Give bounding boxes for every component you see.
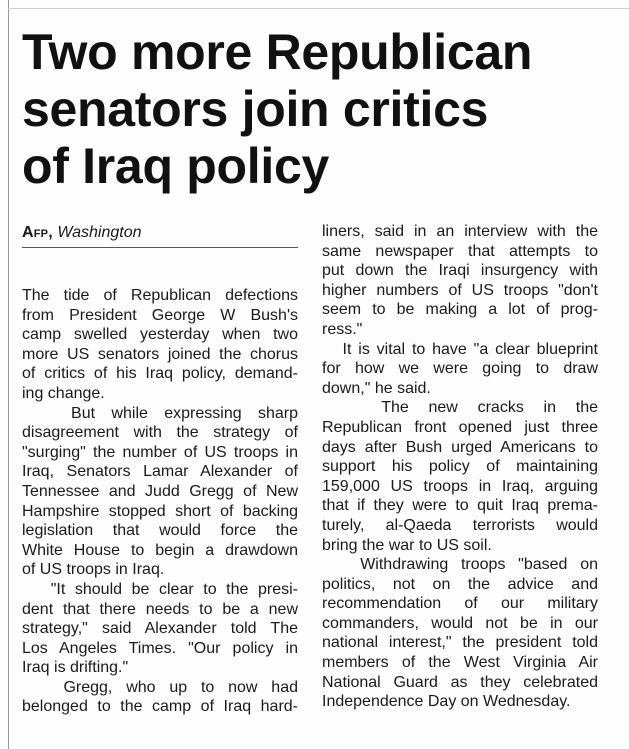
headline xyxy=(22,24,622,195)
byline-agency: Afp, xyxy=(22,224,53,241)
article-text-line: strategy," said Alexander told The xyxy=(22,620,298,638)
article-text-line: from President George W Bush's xyxy=(22,306,298,324)
article-text-line: The new cracks in the xyxy=(322,399,598,417)
article-text-line: support his policy of maintaining xyxy=(322,458,598,476)
article-text-line: for how we were going to draw xyxy=(322,360,598,378)
article-text-line: higher numbers of US troops "don't xyxy=(322,281,598,299)
article-text-line: Tennessee and Judd Gregg of New xyxy=(22,482,298,500)
article-text-line: turely, al-Qaeda terrorists would xyxy=(322,516,598,534)
article-text-line: disagreement with the strategy of xyxy=(22,424,298,442)
byline-location: Washington xyxy=(57,224,142,241)
article-body-left xyxy=(22,286,298,717)
article-body-right xyxy=(322,222,598,712)
article-text-line: belonged to the camp of Iraq hard- xyxy=(22,698,298,716)
article-text-line: days after Bush urged Americans to xyxy=(322,438,598,456)
article-column-left xyxy=(22,222,298,717)
article-text-line: politics, not on the advice and xyxy=(322,575,598,593)
article-text-line: Gregg, who up to now had xyxy=(22,678,298,696)
article-text-line: of US troops in Iraq. xyxy=(22,561,165,579)
clipping-top-rule xyxy=(8,8,629,9)
article-text-line: same newspaper that attempts to xyxy=(322,242,598,260)
article-text-line: Iraq, Senators Lamar Alexander of xyxy=(22,463,298,481)
article-text-line: commanders, would not be in our xyxy=(322,614,598,632)
clipping-edge-rule xyxy=(8,0,9,749)
article-text-line: Hampshire stopped short of backing xyxy=(22,502,298,520)
article-text-line: legislation that would force the xyxy=(22,522,298,540)
article-column-right xyxy=(322,222,598,712)
article-text-line: ing change. xyxy=(22,384,105,402)
article-text-line: camp swelled yesterday when two xyxy=(22,326,298,344)
article-text-line: ress." xyxy=(322,320,363,338)
article-text-line: Withdrawing troops "based on xyxy=(322,556,598,574)
article-text-line: "It should be clear to the presi- xyxy=(22,580,298,598)
article-text-line: Republican front opened just three xyxy=(322,418,598,436)
headline-line: senators join critics xyxy=(22,81,489,137)
article-text-line: down," he said. xyxy=(322,379,431,397)
byline xyxy=(22,222,298,248)
article-text-line: more US senators joined the chorus xyxy=(22,345,298,363)
article-text-line: bring the war to US soil. xyxy=(322,536,492,554)
headline-line: Two more Republican xyxy=(22,24,533,80)
article-text-line: It is vital to have "a clear blueprint xyxy=(322,340,598,358)
article-text-line: that if they were to quit Iraq prema- xyxy=(322,497,598,515)
article-text-line: of critics of his Iraq policy, demand- xyxy=(22,365,298,383)
article-text-line: recommendation of our military xyxy=(322,595,598,613)
article-text-line: The tide of Republican defections xyxy=(22,287,298,304)
article-text-line: 159,000 US troops in Iraq, arguing xyxy=(322,477,598,495)
headline-line: of Iraq policy xyxy=(22,138,329,194)
article-text-line: Los Angeles Times. "Our policy in xyxy=(22,639,298,657)
article-text-line: liners, said in an interview with the xyxy=(322,223,598,240)
article-text-line: "surging" the number of US troops in xyxy=(22,443,298,461)
article-text-line: National Guard as they celebrated xyxy=(322,673,598,691)
article-text-line: Independence Day on Wednesday. xyxy=(322,693,571,711)
article-text-line: national interest," the president told xyxy=(322,634,598,652)
article-text-line: dent that there needs to be a new xyxy=(22,600,298,618)
article-text-line: But while expressing sharp xyxy=(22,404,298,422)
article-text-line: put down the Iraqi insurgency with xyxy=(322,262,598,280)
article-text-line: seem to be making a lot of prog- xyxy=(322,301,598,319)
article-text-line: members of the West Virginia Air xyxy=(322,654,598,672)
article-text-line: Iraq is drifting." xyxy=(22,659,129,677)
article-text-line: White House to begin a drawdown xyxy=(22,541,298,559)
